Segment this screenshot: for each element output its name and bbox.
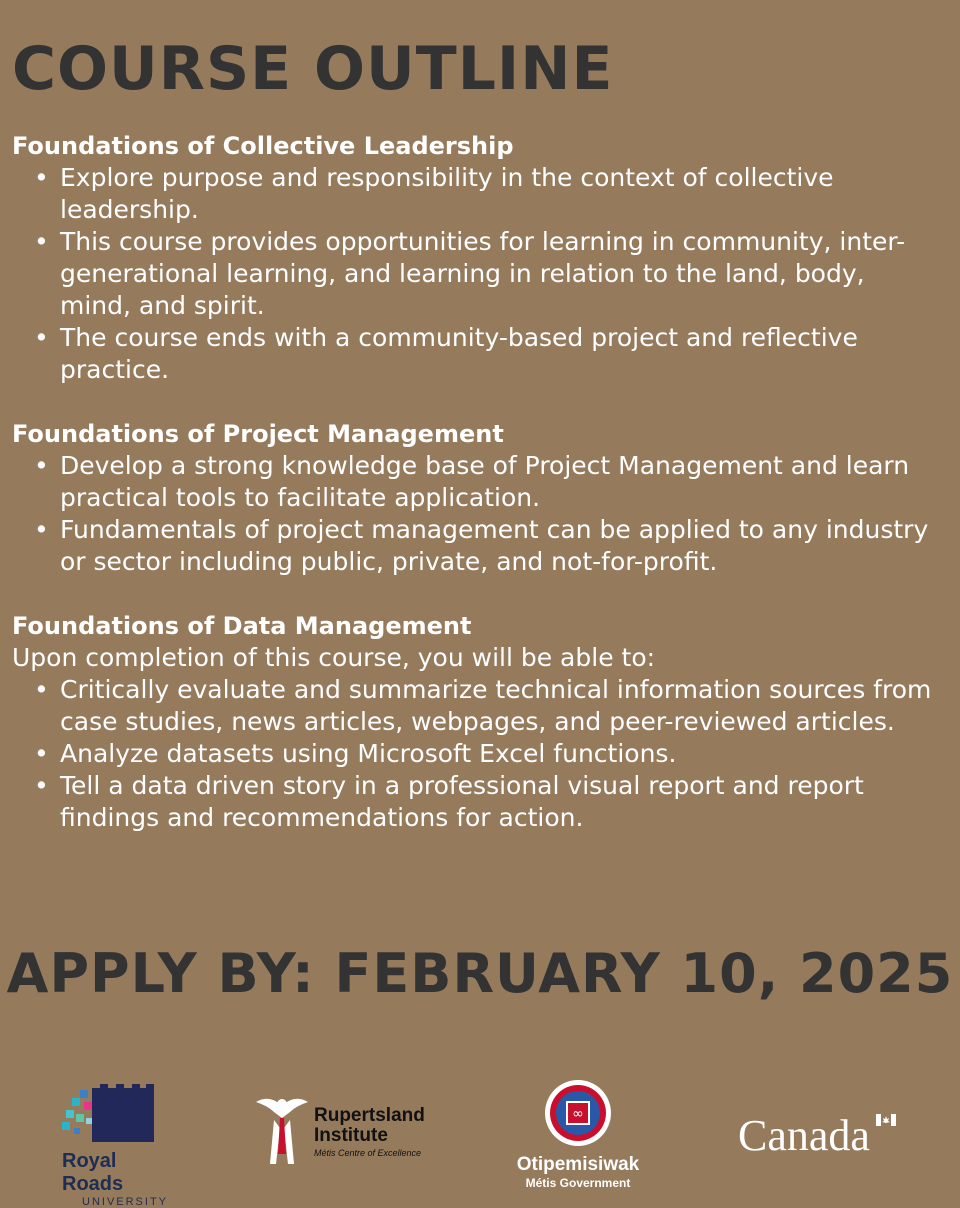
section-data-management — [12, 610, 942, 834]
bullet-list — [12, 162, 942, 386]
canada-wordmark-text: Canada — [738, 1111, 870, 1160]
rupertsland-figures-icon — [252, 1094, 312, 1166]
list-item: • Fundamentals of project management can be applied to any industry or sector including public, private, and not-for-profit. — [60, 514, 942, 578]
section-collective-leadership — [12, 130, 942, 386]
metis-nation-seal-icon — [543, 1078, 613, 1148]
bullet-list — [12, 450, 942, 578]
svg-text:∞: ∞ — [572, 1106, 584, 1122]
list-item: • Tell a data driven story in a professional visual report and report findings and recommendations for action. — [60, 770, 942, 834]
section-heading: Foundations of Project Management — [12, 420, 504, 448]
list-item: • Critically evaluate and summarize technical information sources from case studies, news articles, webpages, and peer-reviewed articles. — [60, 674, 942, 738]
section-intro: Upon completion of this course, you will be able to: — [12, 643, 656, 672]
list-item: • Analyze datasets using Microsoft Excel functions. — [60, 738, 942, 770]
partner-logos — [0, 1070, 960, 1208]
otipemisiwak-name: Otipemisiwak — [516, 1154, 640, 1175]
rupertsland-name-2: Institute — [314, 1125, 388, 1146]
rupertsland-wordmark — [314, 1106, 425, 1158]
royal-roads-logo — [62, 1084, 182, 1208]
section-heading: Foundations of Data Management — [12, 612, 472, 640]
royal-roads-castle-icon — [62, 1084, 154, 1142]
otipemisiwak-sub: Métis Government — [525, 1176, 631, 1190]
bullet-list — [12, 674, 942, 834]
royal-roads-sub: UNIVERSITY — [82, 1196, 169, 1208]
canada-flag-icon — [876, 1114, 896, 1126]
royal-roads-name: Royal Roads — [62, 1150, 124, 1195]
list-item: • Explore purpose and responsibility in the context of collective leadership. — [60, 162, 942, 226]
rupertsland-sub: Métis Centre of Excellence — [314, 1148, 422, 1158]
otipemisiwak-logo — [498, 1078, 658, 1190]
list-item: • Develop a strong knowledge base of Project Management and learn practical tools to facilitate application. — [60, 450, 942, 514]
apply-deadline: APPLY BY: FEBRUARY 10, 2025 — [6, 942, 954, 1005]
list-item: • This course provides opportunities for learning in community, inter-generational learning, and learning in relation to the land, body, mind, and spirit. — [60, 226, 942, 322]
list-item: • The course ends with a community-based project and reflective practice. — [60, 322, 942, 386]
canada-wordmark — [738, 1110, 870, 1161]
rupertsland-name-1: Rupertsland — [314, 1105, 425, 1126]
rupertsland-logo — [252, 1094, 442, 1170]
course-list — [12, 130, 942, 866]
page-title: COURSE OUTLINE — [12, 34, 614, 104]
section-project-management — [12, 418, 942, 578]
section-heading: Foundations of Collective Leadership — [12, 132, 514, 160]
